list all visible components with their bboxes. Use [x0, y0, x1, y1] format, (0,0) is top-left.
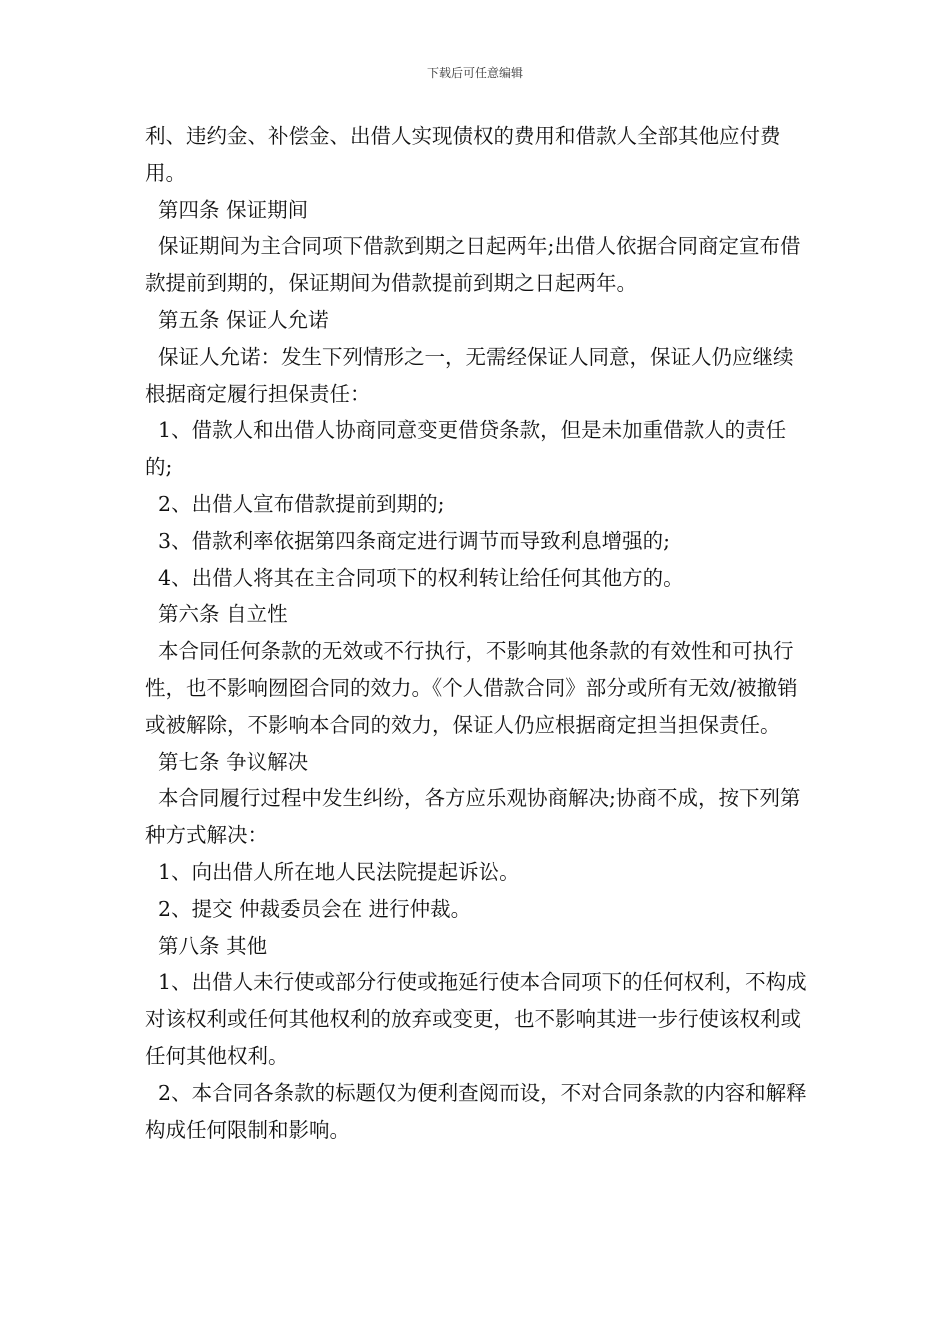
list-item: 2、提交 仲裁委员会在 进行仲裁。: [145, 896, 472, 921]
paragraph: 保证人允诺：发生下列情形之一，无需经保证人同意，保证人仍应继续根据商定履行担保责任：: [145, 344, 794, 406]
document-body: [145, 118, 810, 1148]
section-heading: 第七条 争议解决: [145, 749, 309, 774]
list-item: 1、出借人未行使或部分行使或拖延行使本合同项下的任何权利，不构成对该权利或任何其他权利的放弃或变更，也不影响其进一步行使该权利或任何其他权利。: [145, 970, 807, 1068]
list-item: 4、出借人将其在主合同项下的权利转让给任何其他方的。: [145, 565, 684, 590]
section-heading: 第四条 保证期间: [145, 197, 309, 222]
section-heading: 第八条 其他: [145, 933, 268, 958]
section-heading: 第五条 保证人允诺: [145, 307, 329, 332]
list-item: 2、本合同各条款的标题仅为便利查阅而设，不对合同条款的内容和解释构成任何限制和影响。: [145, 1080, 807, 1142]
list-item: 1、借款人和出借人协商同意变更借贷条款，但是未加重借款人的责任的;: [145, 418, 787, 480]
paragraph: 保证期间为主合同项下借款到期之日起两年;出借人依据合同商定宣布借款提前到期的，保证期间为借款提前到期之日起两年。: [145, 234, 801, 296]
list-item: 2、出借人宣布借款提前到期的;: [145, 491, 445, 516]
paragraph: 本合同履行过程中发生纠纷，各方应乐观协商解决;协商不成，按下列第 种方式解决：: [145, 786, 807, 848]
list-item: 3、借款利率依据第四条商定进行调节而导致利息增强的;: [145, 528, 670, 553]
section-heading: 第六条 自立性: [145, 602, 288, 627]
paragraph: 本合同任何条款的无效或不行执行，不影响其他条款的有效性和可执行性，也不影响囫囵合同的效力。《个人借款合同》部分或所有无效/被撤销或被解除，不影响本合同的效力，保证人仍应根据商定担当担保责任。: [145, 639, 798, 737]
paragraph: 利、违约金、补偿金、出借人实现债权的费用和借款人全部其他应付费用。: [145, 124, 781, 185]
list-item: 1、向出借人所在地人民法院提起诉讼。: [145, 859, 520, 884]
page-header: 下载后可任意编辑: [426, 66, 523, 80]
